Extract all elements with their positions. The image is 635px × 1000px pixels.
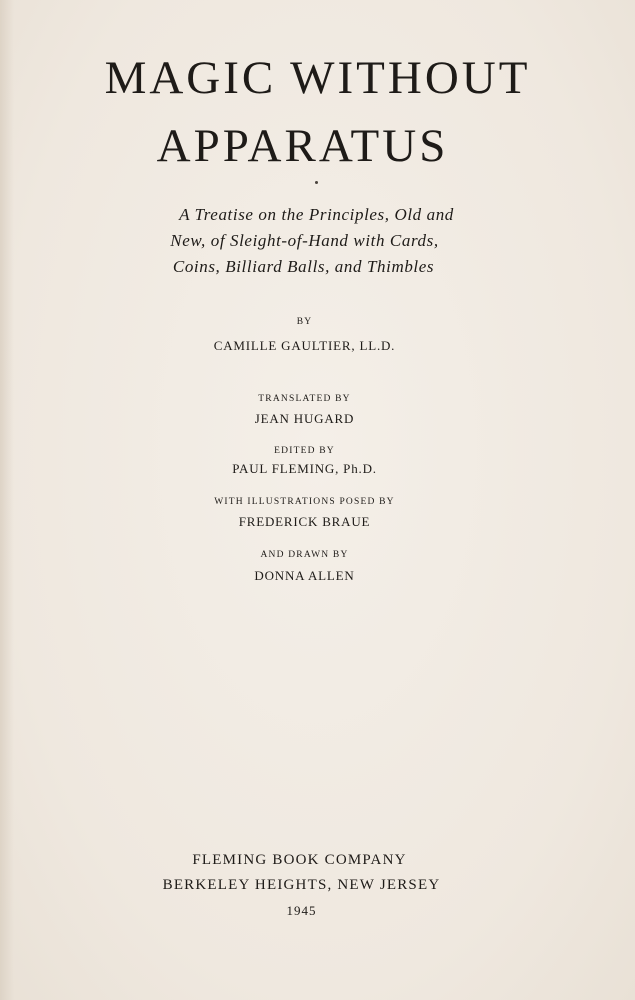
artist-name: DONNA ALLEN [254, 568, 355, 583]
drawn-by-label: AND DRAWN BY [260, 550, 349, 560]
illustrator-name: FREDERICK BRAUE [238, 514, 371, 529]
editor-name: PAUL FLEMING, Ph.D. [232, 461, 377, 476]
subtitle-line-3: Coins, Billiard Balls, and Thimbles [172, 257, 435, 276]
book-title-line-1: MAGIC WITHOUT [104, 52, 531, 104]
publisher-name: FLEMING BOOK COMPANY [192, 852, 407, 868]
edited-by-label: EDITED BY [274, 446, 335, 456]
translator-name: JEAN HUGARD [254, 411, 355, 426]
author-name: CAMILLE GAULTIER, LL.D. [213, 338, 396, 353]
publication-year: 1945 [286, 903, 317, 918]
translated-by-label: TRANSLATED BY [258, 394, 351, 404]
subtitle-line-1: A Treatise on the Principles, Old and [179, 205, 454, 224]
illustrations-label: WITH ILLUSTRATIONS POSED BY [214, 497, 395, 507]
ornament-dot [315, 181, 318, 184]
by-label: BY [296, 317, 313, 327]
subtitle-line-2: New, of Sleight-of-Hand with Cards, [170, 231, 439, 250]
book-title-line-2: APPARATUS [156, 120, 449, 172]
publisher-location: BERKELEY HEIGHTS, NEW JERSEY [162, 877, 441, 893]
